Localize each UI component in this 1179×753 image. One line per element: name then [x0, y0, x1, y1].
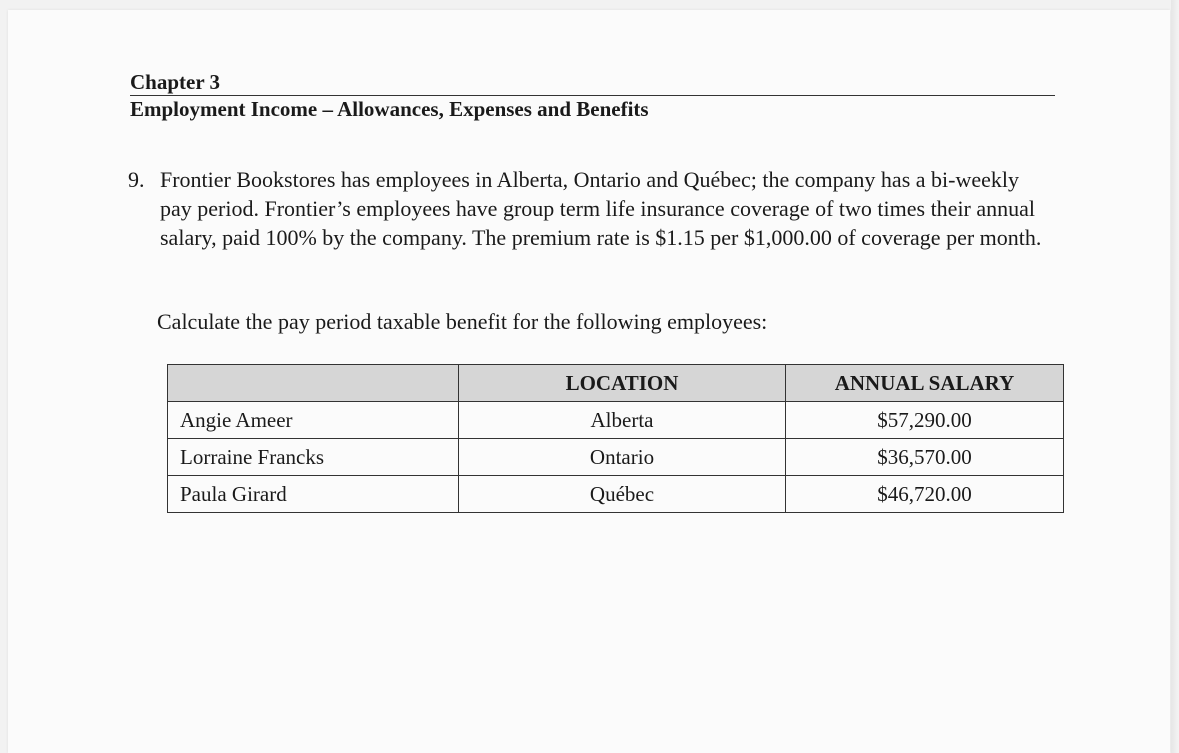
table-row — [168, 476, 1064, 513]
employee-location: Alberta — [459, 402, 786, 439]
header-cell-salary: ANNUAL SALARY — [786, 365, 1064, 402]
employee-salary: $36,570.00 — [786, 439, 1064, 476]
employee-table — [167, 364, 1064, 513]
employee-name: Angie Ameer — [168, 402, 459, 439]
employee-salary: $46,720.00 — [786, 476, 1064, 513]
table-row — [168, 439, 1064, 476]
header-cell-location: LOCATION — [459, 365, 786, 402]
chapter-header — [130, 70, 1055, 122]
employee-name: Paula Girard — [168, 476, 459, 513]
table-row — [168, 402, 1064, 439]
employee-location: Québec — [459, 476, 786, 513]
employee-location: Ontario — [459, 439, 786, 476]
employee-name: Lorraine Francks — [168, 439, 459, 476]
employee-salary: $57,290.00 — [786, 402, 1064, 439]
question-instruction: Calculate the pay period taxable benefit for the following employees: — [157, 309, 768, 334]
question-number: 9. — [128, 167, 145, 192]
question-text: Frontier Bookstores has employees in Alberta, Ontario and Québec; the company has a bi-weekly pay period. Frontier’s employees have group term life insurance coverage of two times their annual salary, paid 100% by the company. The premium rate is $1.15 per $1,000.00 of coverage per month. — [160, 167, 1042, 250]
table-header-row — [168, 365, 1064, 402]
page-edge — [1171, 0, 1179, 753]
header-cell-name — [168, 365, 459, 402]
chapter-title: Employment Income – Allowances, Expenses and Benefits — [130, 97, 649, 121]
chapter-number: Chapter 3 — [130, 70, 1055, 96]
